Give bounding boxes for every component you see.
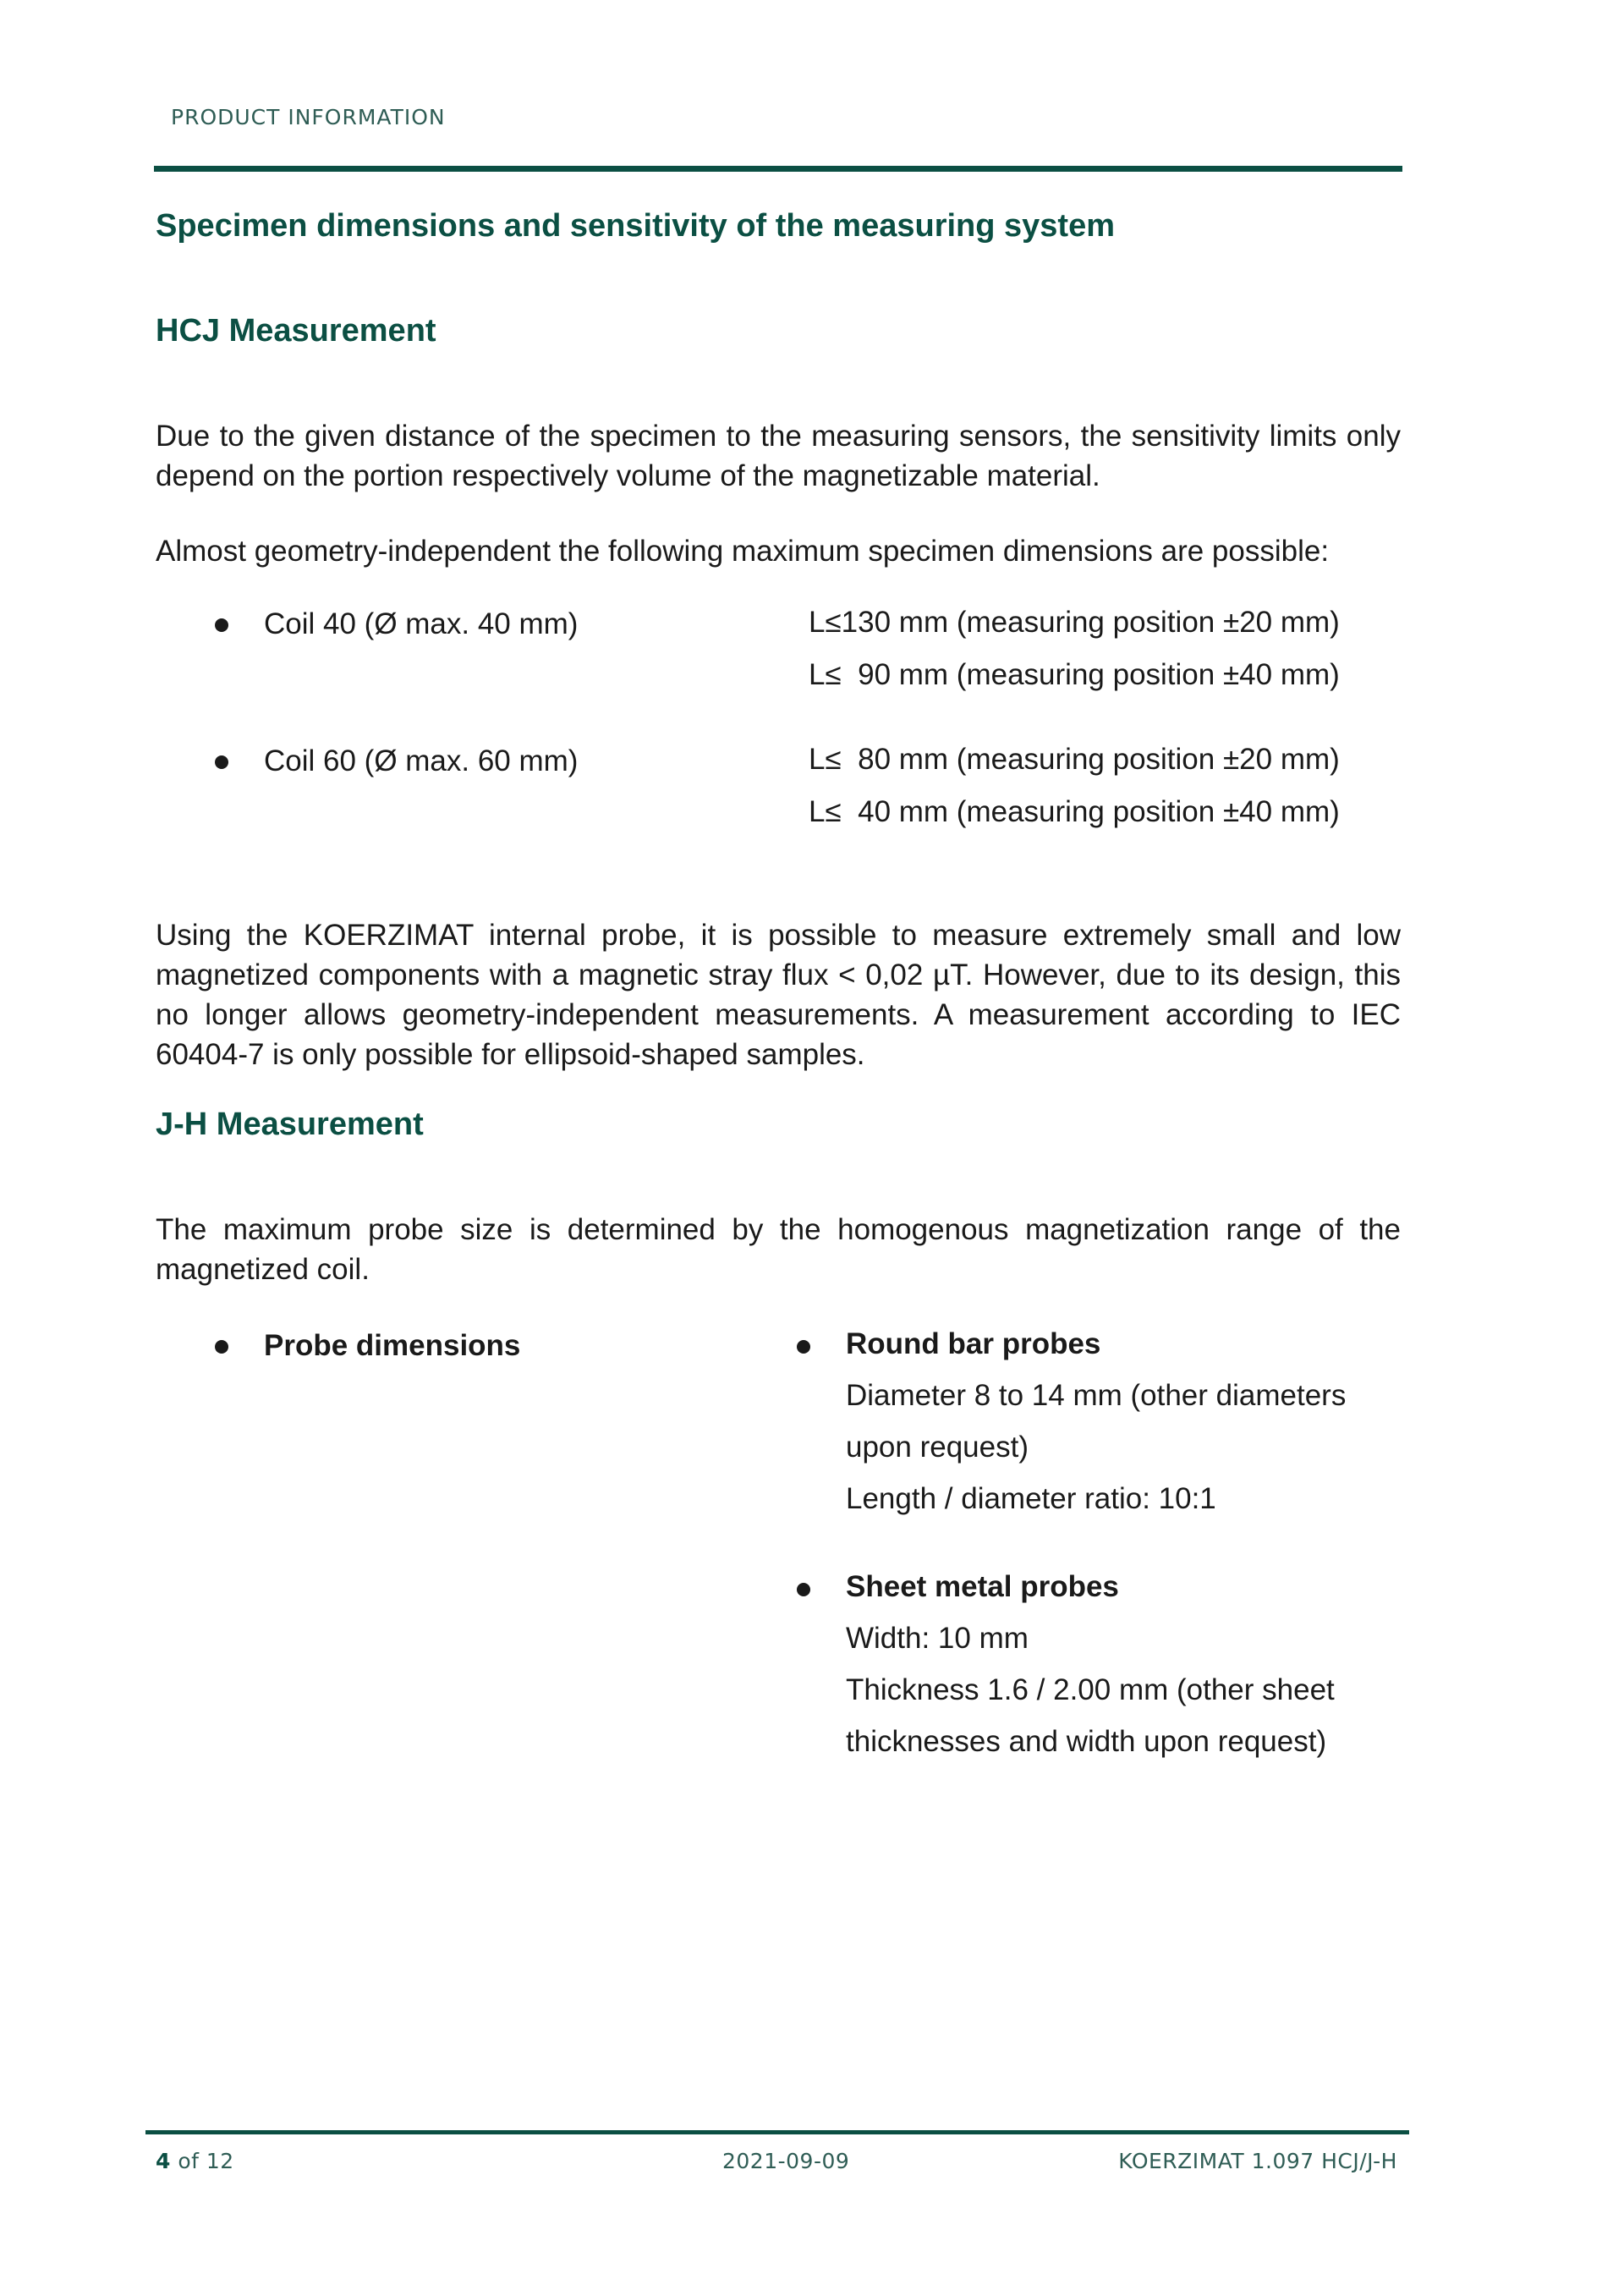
jh-paragraph-1: The maximum probe size is determined by the homogenous magnetization range of the magnetized coil. (156, 1213, 1401, 1286)
coil-40-spec-2: L≤ 90 mm (measuring position ±40 mm) (809, 658, 1340, 691)
footer-divider (145, 2130, 1409, 2134)
coil-40-label: Coil 40 (Ø max. 40 mm) (264, 607, 579, 640)
coil-40-spec-1: L≤130 mm (measuring position ±20 mm) (809, 606, 1340, 639)
hcj-paragraph-3: Using the KOERZIMAT internal probe, it is possible to measure extremely small and low magnetized components with a magnetic stray flux < 0,02 µT. However, due to its design, this no longer allows geometry-independent measurements. A measurement according to IEC 60404-7 is only possible for ellipsoid-shaped samples. (156, 919, 1401, 1071)
header-label: PRODUCT INFORMATION (171, 105, 446, 129)
sheet-metal-title: Sheet metal probes (846, 1570, 1119, 1603)
round-bar-line: upon request) (846, 1431, 1029, 1464)
sheet-metal-line: Width: 10 mm (846, 1622, 1029, 1655)
bullet-icon (215, 755, 228, 769)
round-bar-line: Diameter 8 to 14 mm (other diameters (846, 1379, 1347, 1412)
page-total: of 12 (170, 2149, 234, 2173)
round-bar-title: Round bar probes (846, 1327, 1101, 1360)
page-number: 4 (156, 2149, 171, 2173)
bullet-icon (797, 1340, 810, 1354)
hcj-paragraph-2: Almost geometry-independent the following maximum specimen dimensions are possible: (156, 535, 1330, 568)
round-bar-block (846, 1318, 1387, 1524)
sheet-metal-line: Thickness 1.6 / 2.00 mm (other sheet (846, 1673, 1335, 1706)
hcj-heading: HCJ Measurement (156, 313, 436, 349)
sheet-metal-block (846, 1561, 1387, 1767)
hcj-paragraph-1: Due to the given distance of the specimen to the measuring sensors, the sensitivity limits only depend on the portion respectively volume of the magnetizable material. (156, 420, 1401, 492)
header-divider (154, 166, 1402, 172)
sheet-metal-line: thicknesses and width upon request) (846, 1725, 1327, 1758)
probe-dimensions-label: Probe dimensions (264, 1329, 521, 1362)
footer-date: 2021-09-09 (722, 2149, 850, 2173)
section-title: Specimen dimensions and sensitivity of the measuring system (156, 208, 1116, 244)
coil-60-spec-1: L≤ 80 mm (measuring position ±20 mm) (809, 743, 1340, 776)
page-indicator (156, 2149, 234, 2173)
bullet-icon (215, 1340, 228, 1354)
bullet-icon (797, 1583, 810, 1596)
jh-heading: J-H Measurement (156, 1107, 424, 1142)
bullet-icon (215, 618, 228, 632)
coil-60-label: Coil 60 (Ø max. 60 mm) (264, 744, 579, 777)
footer-doc-id: KOERZIMAT 1.097 HCJ/J-H (1118, 2149, 1397, 2173)
coil-60-spec-2: L≤ 40 mm (measuring position ±40 mm) (809, 795, 1340, 828)
round-bar-line: Length / diameter ratio: 10:1 (846, 1482, 1216, 1515)
